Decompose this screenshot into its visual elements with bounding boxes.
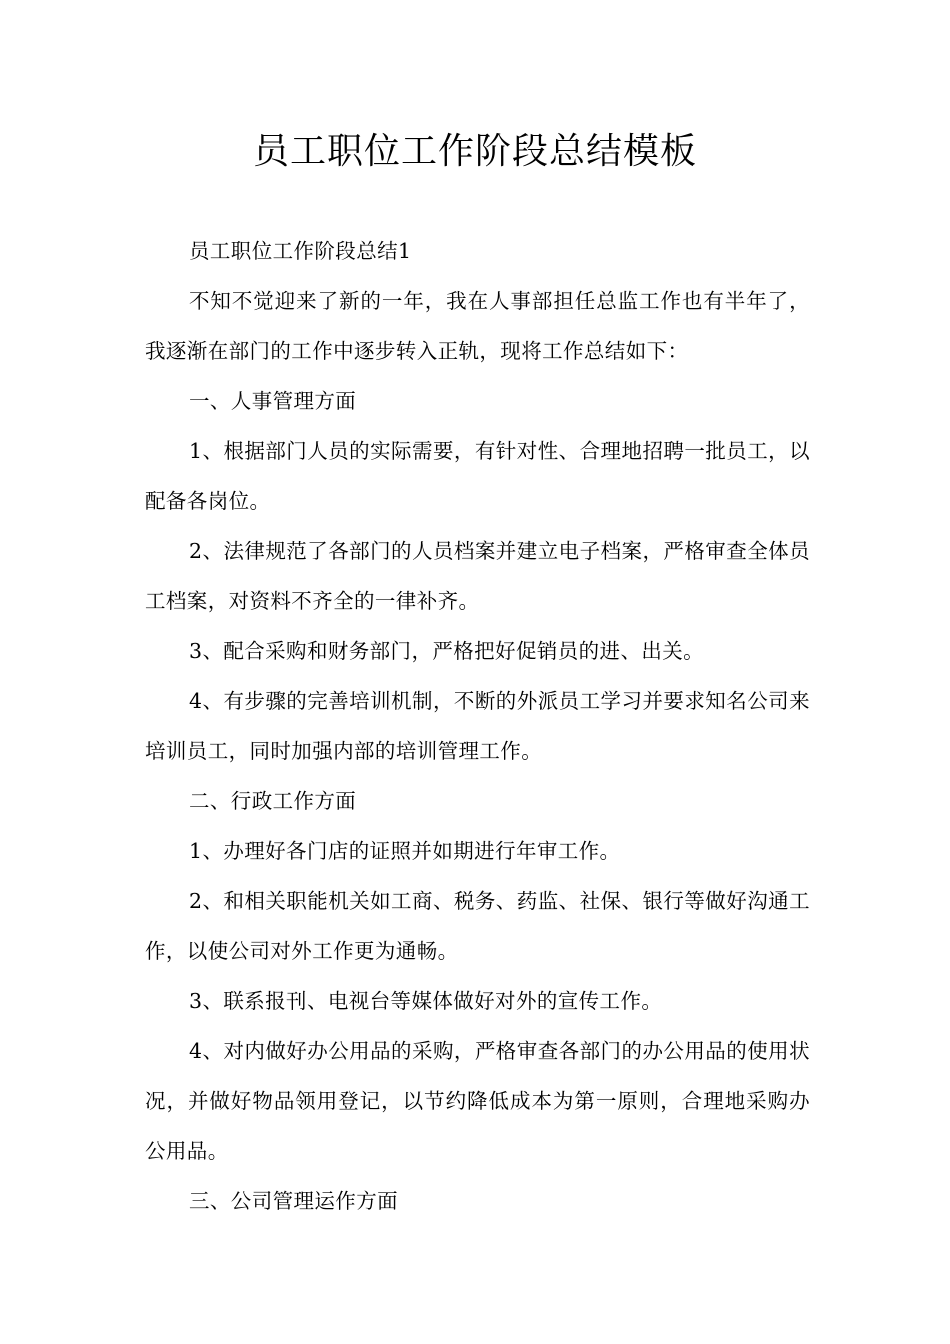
list-item: 2、和相关职能机关如工商、税务、药监、社保、银行等做好沟通工作，以使公司对外工作更为通畅。 <box>145 889 810 963</box>
list-item: 4、有步骤的完善培训机制，不断的外派员工学习并要求知名公司来培训员工，同时加强内部的培训管理工作。 <box>145 689 810 763</box>
list-item: 4、对内做好办公用品的采购，严格审查各部门的办公用品的使用状况，并做好物品领用登记，以节约降低成本为第一原则，合理地采购办公用品。 <box>145 1039 810 1163</box>
list-item: 1、根据部门人员的实际需要，有针对性、合理地招聘一批员工，以配备各岗位。 <box>145 439 810 513</box>
document-title: 员工职位工作阶段总结模板 <box>252 131 697 172</box>
section-heading: 二、行政工作方面 <box>189 789 357 813</box>
intro-paragraph: 不知不觉迎来了新的一年，我在人事部担任总监工作也有半年了，我逐渐在部门的工作中逐步转入正轨，现将工作总结如下： <box>145 289 810 363</box>
section-heading: 三、公司管理运作方面 <box>189 1189 398 1213</box>
list-item: 3、联系报刊、电视台等媒体做好对外的宣传工作。 <box>189 989 663 1013</box>
document-body <box>145 226 810 1226</box>
list-item: 1、办理好各门店的证照并如期进行年审工作。 <box>189 839 621 863</box>
section-heading: 员工职位工作阶段总结1 <box>189 239 412 263</box>
section-heading: 一、人事管理方面 <box>189 389 357 413</box>
list-item: 2、法律规范了各部门的人员档案并建立电子档案，严格审查全体员工档案，对资料不齐全的一律补齐。 <box>145 539 810 613</box>
list-item: 3、配合采购和财务部门，严格把好促销员的进、出关。 <box>189 639 705 663</box>
